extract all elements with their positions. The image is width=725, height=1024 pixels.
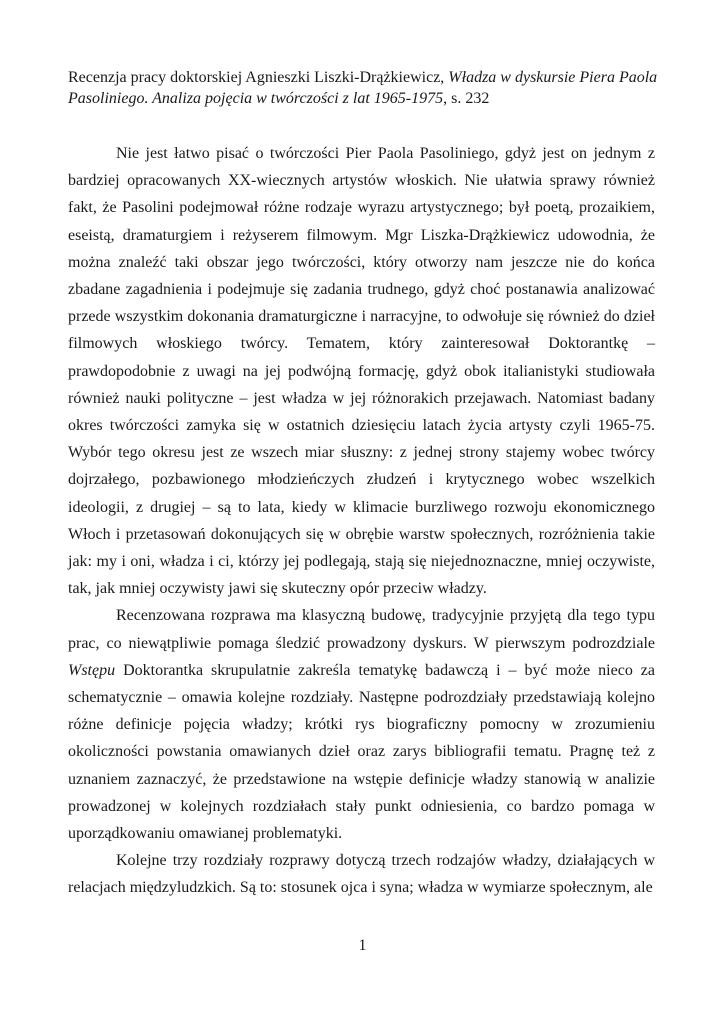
page-number: 1	[358, 937, 367, 954]
review-body	[68, 140, 655, 902]
paragraph-2-italic-term: Wstępu	[68, 661, 116, 679]
paragraph-3: Kolejne trzy rozdziały rozprawy dotyczą trzech rodzajów władzy, działających w relacjach międzyludzkich. Są to: stosunek ojca i syna; władza w wymiarze społecznym, ale	[68, 852, 655, 897]
header-prefix: Recenzja pracy doktorskiej Agnieszki Liszki-Drążkiewicz,	[68, 69, 449, 86]
review-header	[68, 67, 660, 109]
paragraph-2-text-before: Recenzowana rozprawa ma klasyczną budowę, tradycyjnie przyjętą dla tego typu prac, co niewątpliwie pomaga śledzić prowadzony dyskurs. W pierwszym podrozdziale	[68, 607, 655, 652]
paragraph-2-text-after: Doktorantka skrupulatnie zakreśla tematykę badawczą i – być może nieco za schematycznie – omawia kolejne rozdziały. Następne podrozdziały przedstawiają kolejno różne definicje pojęcia władzy; krótki rys biograficzny pomocny w zrozumieniu okoliczności powstania omawianych dzieł oraz zarys bibliografii tematu. Pragnę też z uznaniem zaznaczyć, że przedstawione na wstępie definicje władzy stanowią w analizie prowadzonej w kolejnych rozdziałach stały punkt odniesienia, co bardzo pomaga w uporządkowaniu omawianej problematyki.	[68, 661, 655, 843]
paragraph-1: Nie jest łatwo pisać o twórczości Pier Paola Pasoliniego, gdyż jest on jednym z bardziej opracowanych XX-wiecznych artystów włoskich. Nie ułatwia sprawy również fakt, że Pasolini podejmował różne rodzaje wyrazu artystycznego; był poetą, prozaikiem, eseistą, dramaturgiem i reżyserem filmowym. Mgr Liszka-Drążkiewicz udowodnia, że można znaleźć taki obszar jego twórczości, który otworzy nam jeszcze nie do końca zbadane zagadnienia i podejmuje się zadania trudnego, gdyż choć postanawia analizować przede wszystkim dokonania dramaturgiczne i narracyjne, to odwołuje się również do dzieł filmowych włoskiego twórcy. Tematem, który zainteresował Doktorantkę – prawdopodobnie z uwagi na jej podwójną formację, gdyż obok italianistyki studiowała również nauki polityczne – jest władza w jej różnorakich przejawach. Natomiast badany okres twórczości zamyka się w ostatnich dziesięciu latach życia artysty czyli 1965-75. Wybór tego okresu jest ze wszech miar słuszny: z jednej strony stajemy wobec twórcy dojrzałego, pozbawionego młodzieńczych złudzeń i krytycznego wobec wszelkich ideologii, z drugiej – są to lata, kiedy w klimacie burzliwego rozwoju ekonomicznego Włoch i przetasowań dokonujących się w obrębie warstw społecznych, rozróżnienia takie jak: my i oni, władza i ci, którzy jej podlegają, stają się niejednoznaczne, mniej oczywiste, tak, jak mniej oczywisty jawi się skuteczny opór przeciw władzy.	[68, 145, 655, 598]
header-suffix: , s. 232	[443, 90, 490, 107]
paragraph-2	[68, 602, 655, 847]
thesis-title: Władza w dyskursie Piera Paola Pasoliniego. Analiza pojęcia w twórczości z lat 1965-1975	[68, 69, 658, 107]
